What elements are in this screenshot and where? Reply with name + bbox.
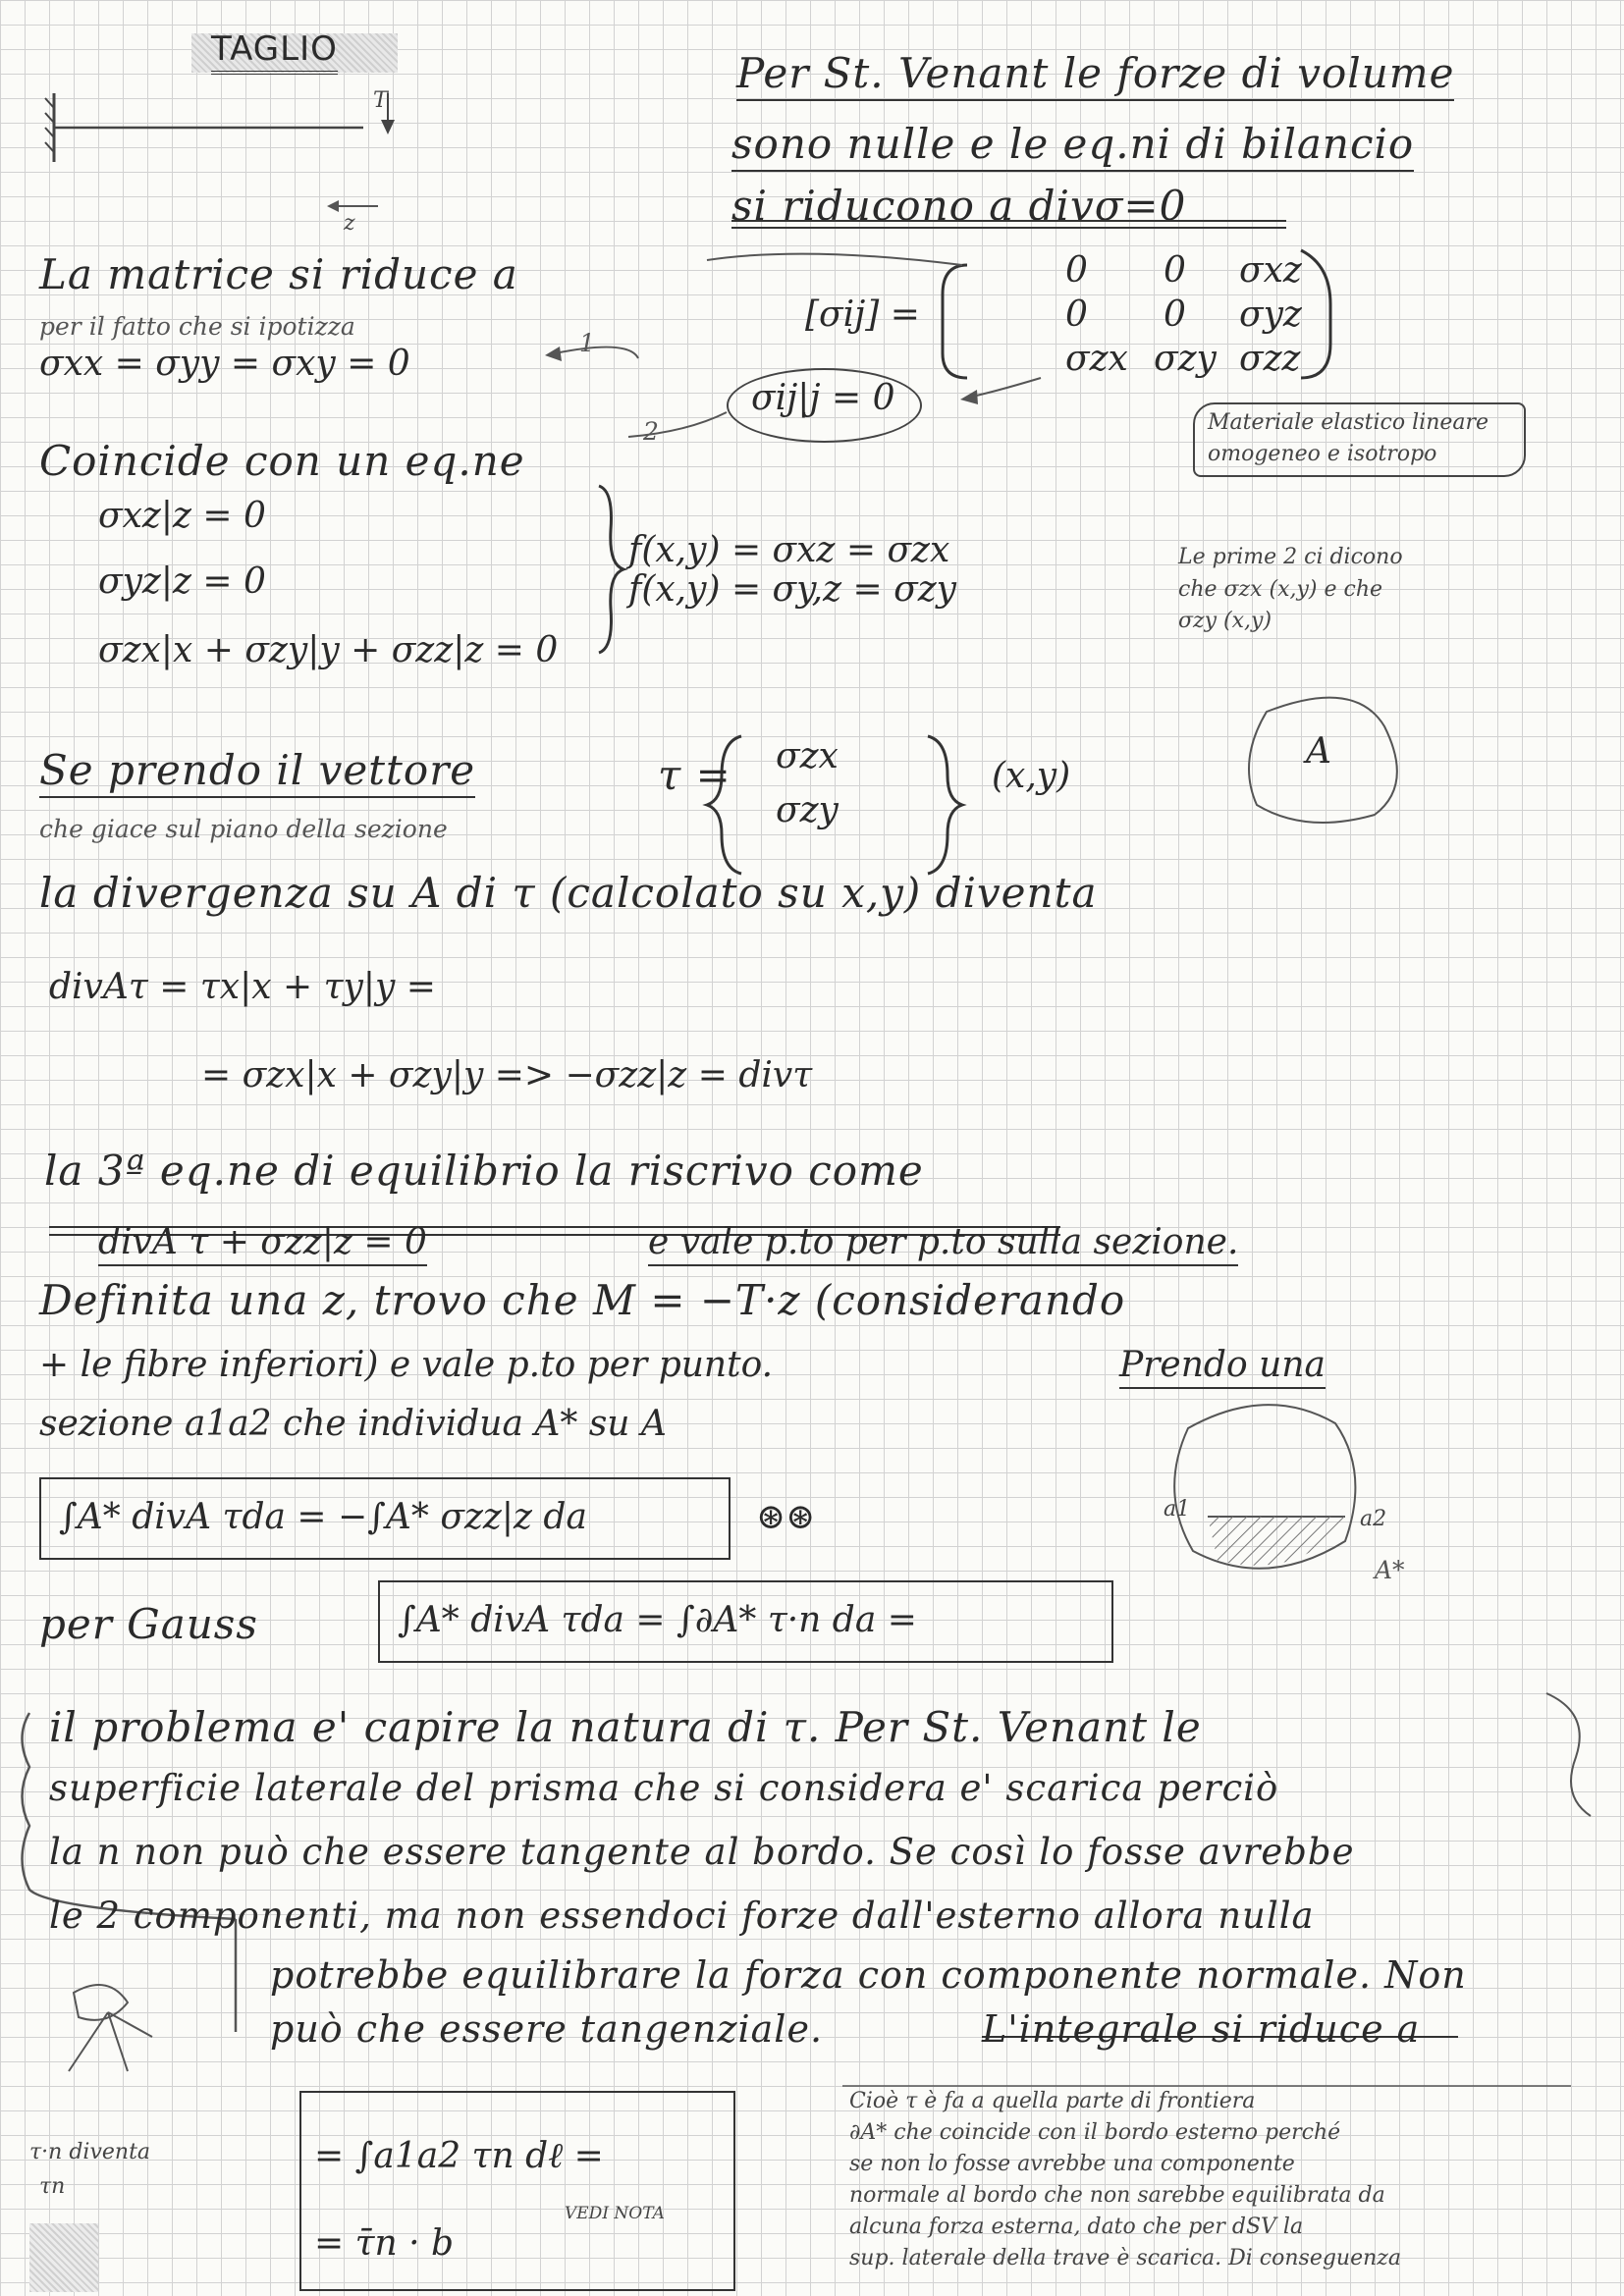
- side-note-2: che σzx (x,y) e che: [1178, 577, 1383, 602]
- third-eq-intro: la 3ª eq.ne di equilibrio la riscrivo come: [44, 1147, 924, 1195]
- a2-label: a2: [1360, 1507, 1387, 1531]
- stvenant-line-2: sono nulle e le eq.ni di bilancio: [731, 120, 1414, 172]
- f-eq-2: f(x,y) = σy,z = σzy: [628, 569, 957, 610]
- eq-yz: σyz|z = 0: [98, 561, 266, 602]
- tau-symbol: τ =: [658, 751, 731, 799]
- footnote-line: Cioè τ è fa a quella parte di frontiera: [849, 2089, 1256, 2113]
- area-label: A: [1306, 731, 1331, 772]
- coincide-intro: Coincide con un eq.ne: [39, 437, 525, 485]
- side-note-3: σzy (x,y): [1178, 609, 1272, 633]
- problem-line-1: il problema e' capire la natura di τ. Per St. Venant le: [49, 1703, 1202, 1751]
- vector-note: che giace sul piano della sezione: [39, 815, 448, 843]
- footnote-line: normale al bordo che non sarebbe equilibrata da: [849, 2183, 1385, 2208]
- problem-line-3: la n non può che essere tangente al bordo. Se così lo fosse avrebbe: [49, 1831, 1355, 1873]
- axis-label: z: [344, 211, 355, 236]
- gauss-intro: per Gauss: [39, 1600, 258, 1648]
- tau-comp-1: σzx: [776, 736, 839, 776]
- problem-line-4: le 2 componenti, ma non essendoci forze dall'esterno allora nulla: [49, 1895, 1315, 1937]
- material-note-2: omogeneo e isotropo: [1208, 442, 1437, 466]
- final-eq-1: = ∫a1a2 τn dℓ =: [314, 2136, 604, 2176]
- definition-3: Prendo una: [1119, 1345, 1326, 1389]
- problem-line-6: può che essere tangenziale.: [270, 2007, 824, 2051]
- stvenant-line-1: Per St. Venant le forze di volume: [736, 49, 1454, 101]
- vector-intro: Se prendo il vettore: [39, 746, 475, 798]
- third-eq-note: e vale p.to per p.to sulla sezione.: [648, 1222, 1238, 1266]
- matrix-cell: 0: [1164, 250, 1186, 291]
- divergence-line: la divergenza su A di τ (calcolato su x,y) diventa: [39, 869, 1098, 917]
- matrix-cell: σxz: [1239, 250, 1302, 291]
- integral-marks: ⊛⊛: [756, 1497, 816, 1537]
- side-note-1: Le prime 2 ci dicono: [1178, 545, 1403, 569]
- load-label: T: [373, 88, 388, 113]
- footnote-line: sup. laterale della trave è scarica. Di conseguenza: [849, 2246, 1401, 2270]
- astar-label: A*: [1375, 1556, 1405, 1584]
- page-title: TAGLIO: [211, 29, 338, 75]
- f-eq-1: f(x,y) = σxz = σzx: [628, 530, 950, 570]
- definition-1: Definita una z, trovo che M = −T·z (considerando: [39, 1276, 1126, 1324]
- div-eq-2: = σzx|x + σzy|y => −σzz|z = divτ: [201, 1055, 813, 1095]
- final-eq-2: = τ̄n · b: [314, 2223, 455, 2264]
- definition-4: sezione a1a2 che individua A* su A: [39, 1404, 667, 1444]
- eq-equilibrium-3: σzx|x + σzy|y + σzz|z = 0: [98, 630, 559, 670]
- problem-line-5: potrebbe equilibrare la forza con componente normale. Non: [270, 1953, 1467, 1997]
- matrix-note: per il fatto che si ipotizza: [39, 312, 355, 341]
- marker-2: 2: [643, 417, 659, 446]
- div-eq-1: divAτ = τx|x + τy|y =: [49, 967, 436, 1007]
- matrix-cell: σzx: [1065, 339, 1128, 379]
- footnote-line: alcuna forza esterna, dato che per dSV la: [849, 2215, 1304, 2239]
- a1-label: a1: [1164, 1497, 1191, 1522]
- problem-line-7: L'integrale si riduce a: [982, 2007, 1421, 2051]
- integral-eq: ∫A* divA τda = −∫A* σzz|z da: [59, 1497, 587, 1537]
- matrix-cell: σzz: [1239, 339, 1301, 379]
- vedi-nota: VEDI NOTA: [565, 2204, 665, 2223]
- footnote-line: ∂A* che coincide con il bordo esterno perché: [849, 2120, 1341, 2145]
- corner-stamp: [29, 2223, 98, 2292]
- eq-xz: σxz|z = 0: [98, 496, 266, 536]
- matrix-cell: σzy: [1154, 339, 1217, 379]
- material-note-1: Materiale elastico lineare: [1208, 410, 1489, 435]
- final-side-1: τ·n diventa: [29, 2140, 151, 2164]
- matrix-intro: La matrice si riduce a: [39, 250, 518, 298]
- third-eq: divA τ + σzz|z = 0: [98, 1222, 427, 1266]
- tau-args: (x,y): [992, 756, 1071, 796]
- footnote-line: se non lo fosse avrebbe una componente: [849, 2152, 1295, 2176]
- tau-comp-2: σzy: [776, 790, 839, 830]
- matrix-cell: 0: [1164, 294, 1186, 335]
- final-side-2: τn: [39, 2174, 66, 2199]
- gauss-eq: ∫A* divA τda = ∫∂A* τ·n da =: [398, 1600, 917, 1640]
- matrix-cell: 0: [1065, 250, 1088, 291]
- matrix-lhs: [σij] =: [805, 294, 920, 335]
- matrix-cell: 0: [1065, 294, 1088, 335]
- marker-1: 1: [579, 329, 595, 357]
- matrix-cell: σyz: [1239, 294, 1302, 335]
- definition-2: + le fibre inferiori) e vale p.to per punto.: [39, 1345, 774, 1385]
- problem-line-2: superficie laterale del prisma che si considera e' scarica perciò: [49, 1767, 1279, 1809]
- zero-components: σxx = σyy = σxy = 0: [39, 344, 410, 384]
- stvenant-line-3: si riducono a divσ=0: [731, 182, 1187, 230]
- divergence-eq: σij|j = 0: [751, 378, 895, 418]
